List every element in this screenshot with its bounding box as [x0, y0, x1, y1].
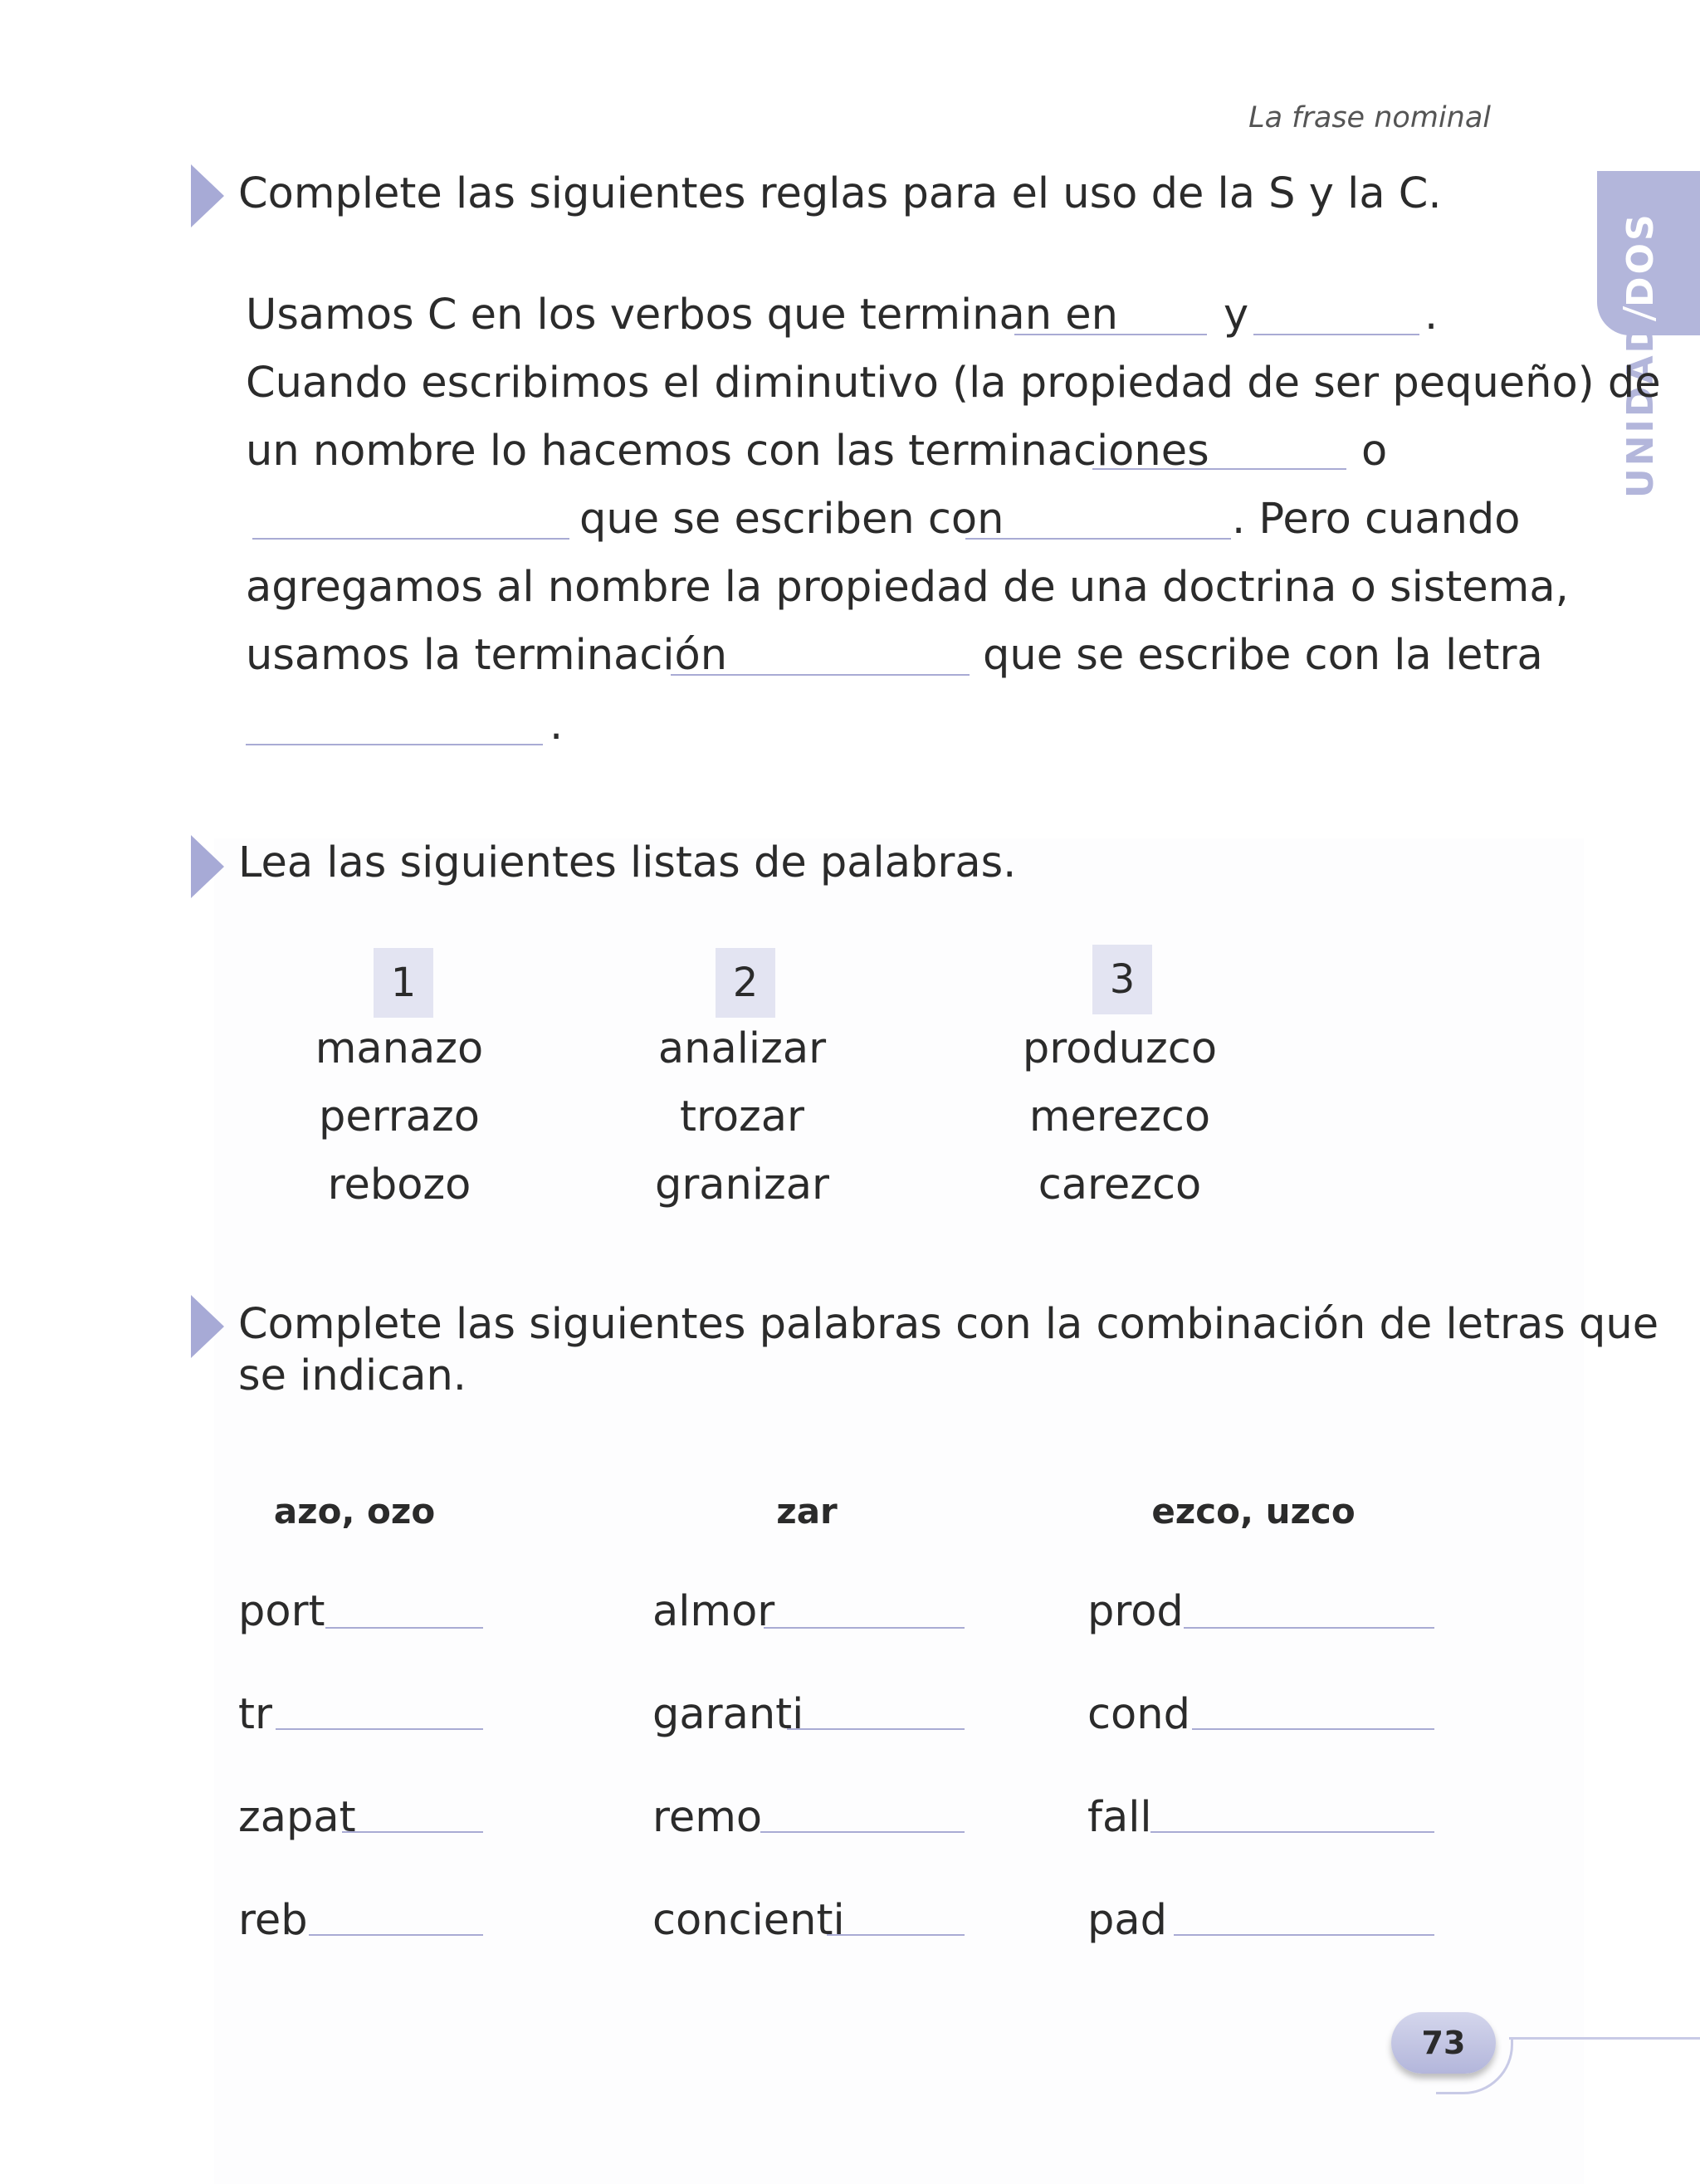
answer-blank[interactable]	[827, 1934, 965, 1936]
instruction-arrow-icon	[191, 164, 224, 227]
list-number-3: 3	[1092, 945, 1152, 1014]
rule-line-3b: o	[1361, 427, 1388, 476]
rule-line-2: Cuando escribimos el diminutivo (la propiedad de ser pequeño) de	[246, 359, 1661, 408]
blank-line[interactable]	[1014, 334, 1207, 335]
rule-line-4b: . Pero cuando	[1232, 495, 1521, 544]
blank-line[interactable]	[252, 538, 569, 540]
answer-blank[interactable]	[787, 1728, 965, 1730]
list-word: rebozo	[327, 1160, 471, 1209]
list-word: analizar	[657, 1024, 827, 1073]
list-number-2: 2	[716, 948, 775, 1018]
word-stem: reb	[238, 1896, 308, 1945]
answer-blank[interactable]	[1184, 1627, 1434, 1629]
rule-line-1b: y	[1224, 291, 1249, 340]
combination-heading-1: azo, ozo	[273, 1491, 436, 1532]
rule-line-4a: que se escriben con	[579, 495, 1004, 544]
rule-line-6a: usamos la terminación	[246, 631, 728, 680]
blank-line[interactable]	[671, 674, 970, 676]
instruction-arrow-icon	[191, 1295, 224, 1358]
section1-instruction: Complete las siguientes reglas para el uso de la S y la C.	[238, 169, 1442, 218]
combination-heading-2: zar	[776, 1491, 838, 1532]
tab-separator	[1623, 306, 1656, 322]
rule-line-7: .	[550, 701, 564, 750]
answer-blank[interactable]	[764, 1627, 965, 1629]
list-word: trozar	[679, 1092, 805, 1141]
combination-heading-3: ezco, uzco	[1151, 1491, 1356, 1532]
blank-line[interactable]	[1253, 334, 1419, 335]
word-stem: zapat	[238, 1793, 356, 1842]
word-stem: remo	[652, 1793, 763, 1842]
word-stem: cond	[1087, 1690, 1190, 1739]
rule-line-1c: .	[1424, 291, 1439, 340]
list-word: carezco	[1038, 1160, 1202, 1209]
answer-blank[interactable]	[276, 1728, 483, 1730]
blank-line[interactable]	[1092, 468, 1346, 470]
running-title: La frase nominal	[1248, 101, 1491, 134]
page-number: 73	[1391, 2012, 1496, 2074]
word-stem: prod	[1087, 1587, 1184, 1636]
answer-blank[interactable]	[1192, 1728, 1434, 1730]
rule-line-6b: que se escribe con la letra	[983, 631, 1543, 680]
word-stem: fall	[1087, 1793, 1152, 1842]
section3-instruction-line2: se indican.	[238, 1351, 467, 1400]
blank-line[interactable]	[246, 744, 543, 745]
unit-tab-label	[1619, 212, 1662, 498]
answer-blank[interactable]	[1174, 1934, 1434, 1936]
word-stem: garanti	[652, 1690, 804, 1739]
unit-name: DOS	[1619, 212, 1662, 307]
list-word: produzco	[1022, 1024, 1218, 1073]
answer-blank[interactable]	[309, 1934, 483, 1936]
list-word: granizar	[654, 1160, 830, 1209]
word-stem: almor	[652, 1587, 775, 1636]
list-word: manazo	[315, 1024, 484, 1073]
word-stem: pad	[1087, 1896, 1167, 1945]
word-stem: concienti	[652, 1896, 845, 1945]
unit-word: UNIDAD	[1619, 320, 1662, 498]
answer-blank[interactable]	[342, 1831, 483, 1833]
word-stem: tr	[238, 1690, 272, 1739]
section2-instruction: Lea las siguientes listas de palabras.	[238, 838, 1017, 887]
instruction-arrow-icon	[191, 835, 224, 898]
list-word: perrazo	[318, 1092, 480, 1141]
list-word: merezco	[1028, 1092, 1211, 1141]
word-stem: port	[238, 1587, 325, 1636]
page-number-rule	[1509, 2037, 1700, 2040]
rule-line-1a: Usamos C en los verbos que terminan en	[246, 291, 1118, 340]
answer-blank[interactable]	[760, 1831, 965, 1833]
answer-blank[interactable]	[1150, 1831, 1434, 1833]
list-number-1: 1	[374, 948, 433, 1018]
rule-line-5: agregamos al nombre la propiedad de una doctrina o sistema,	[246, 563, 1569, 612]
answer-blank[interactable]	[325, 1627, 483, 1629]
blank-line[interactable]	[965, 538, 1231, 540]
section3-instruction-line1: Complete las siguientes palabras con la combinación de letras que	[238, 1300, 1659, 1349]
rule-line-3a: un nombre lo hacemos con las terminaciones	[246, 427, 1209, 476]
